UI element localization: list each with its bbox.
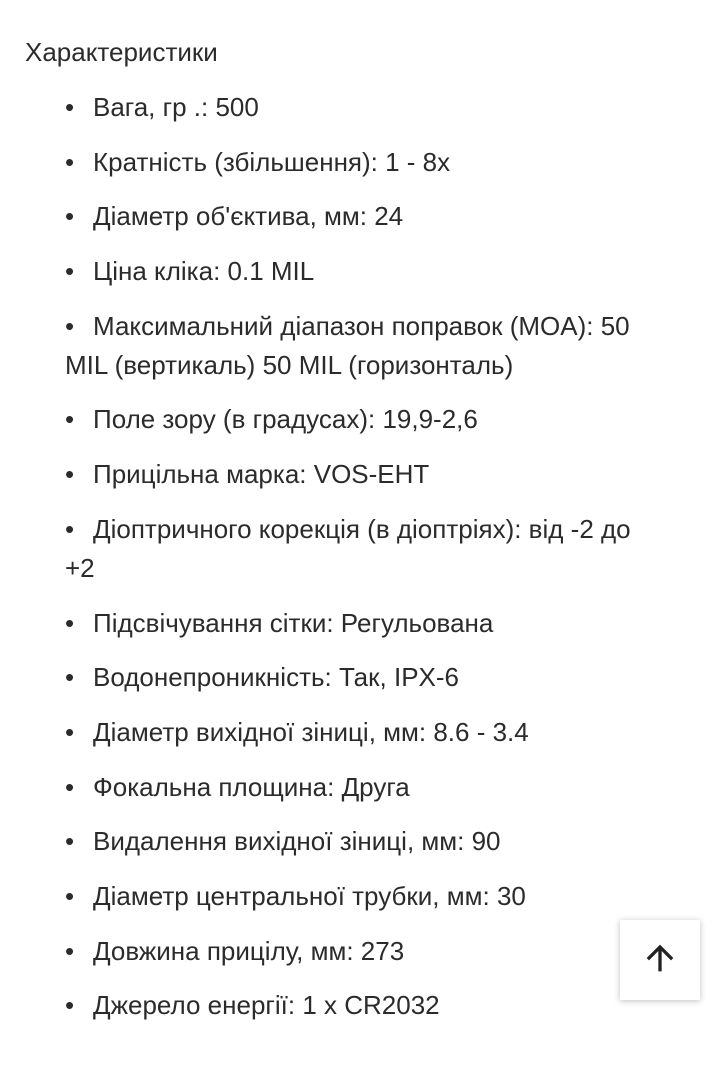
spec-item	[65, 932, 665, 971]
spec-item	[65, 768, 665, 807]
bullet: •	[65, 607, 75, 638]
arrow-up-icon	[640, 938, 680, 983]
spec-text: Фокальна площина: Друга	[93, 771, 410, 802]
specs-list	[65, 88, 665, 1041]
spec-item	[65, 877, 665, 916]
bullet: •	[65, 771, 75, 802]
spec-text: Видалення вихідної зіниці, мм: 90	[93, 826, 501, 857]
spec-item	[65, 658, 665, 697]
spec-item	[65, 510, 665, 588]
spec-text: Вага, гр .: 500	[93, 92, 259, 122]
spec-text: Ціна кліка: 0.1 MIL	[93, 256, 315, 287]
spec-text: Діоптричного корекція (в діоптріях): від -2 до +2	[65, 513, 631, 583]
bullet: •	[65, 146, 75, 177]
spec-text: Водонепроникність: Так, IPX-6	[93, 662, 459, 693]
spec-item	[65, 604, 665, 643]
spec-item	[65, 713, 665, 752]
spec-item	[65, 455, 665, 494]
bullet: •	[65, 935, 75, 966]
spec-text: Кратність (збільшення): 1 - 8x	[93, 146, 451, 177]
spec-item	[65, 143, 665, 182]
spec-text: Діаметр вихідної зіниці, мм: 8.6 - 3.4	[93, 716, 529, 747]
spec-item	[65, 307, 665, 385]
spec-text: Поле зору (в градусах): 19,9-2,6	[93, 404, 478, 435]
spec-text: Джерело енергії: 1 x CR2032	[93, 990, 440, 1021]
bullet: •	[65, 826, 75, 857]
scroll-to-top-button[interactable]	[620, 920, 700, 1000]
bullet: •	[65, 256, 75, 287]
spec-item	[65, 88, 665, 127]
bullet: •	[65, 310, 75, 341]
bullet: •	[65, 880, 75, 911]
spec-item	[65, 197, 665, 236]
section-heading: Характеристики	[25, 37, 218, 67]
bullet: •	[65, 662, 75, 693]
spec-text: Довжина прицілу, мм: 273	[93, 935, 405, 966]
spec-text: Підсвічування сітки: Регульована	[93, 607, 494, 638]
bullet: •	[65, 513, 75, 544]
spec-text: Діаметр центральної трубки, мм: 30	[93, 880, 526, 911]
bullet: •	[65, 201, 75, 232]
spec-text: Діаметр об'єктива, мм: 24	[93, 201, 404, 232]
spec-text: Максимальний діапазон поправок (MOA): 50 MIL (вертикаль) 50 MIL (горизонталь)	[65, 310, 630, 380]
spec-item	[65, 252, 665, 291]
bullet: •	[65, 404, 75, 435]
bullet: •	[65, 716, 75, 747]
bullet: •	[65, 990, 75, 1021]
spec-item	[65, 400, 665, 439]
bullet: •	[65, 459, 75, 490]
bullet: •	[65, 92, 75, 122]
spec-item	[65, 822, 665, 861]
spec-item	[65, 986, 665, 1025]
spec-text: Прицільна марка: VOS-EHT	[93, 459, 430, 490]
